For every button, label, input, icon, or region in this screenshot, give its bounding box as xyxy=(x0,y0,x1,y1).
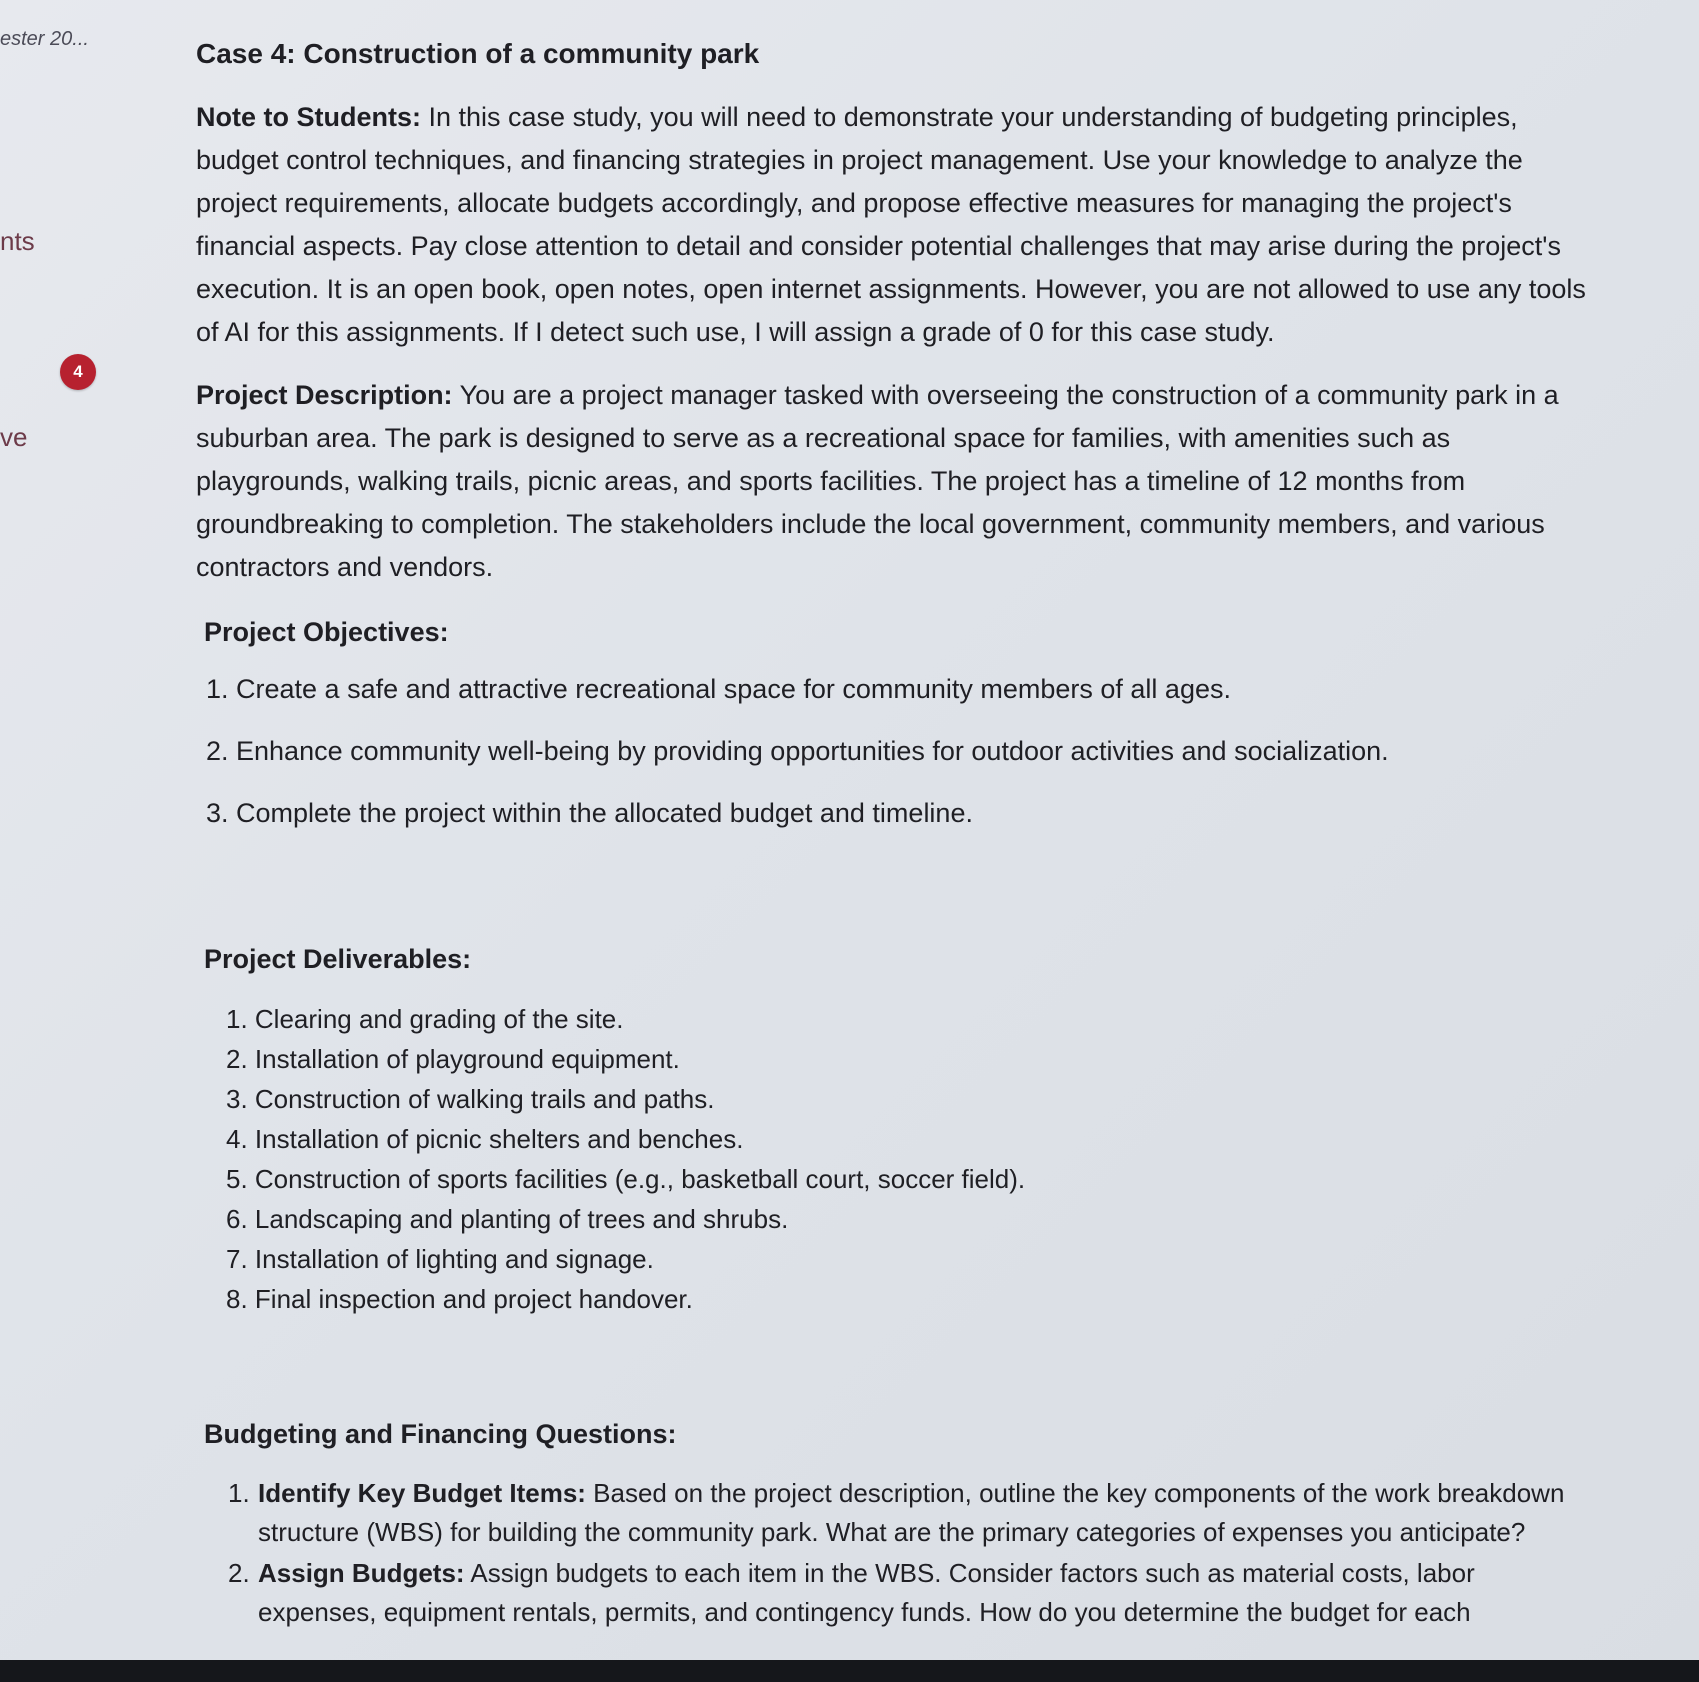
description-label: Project Description: xyxy=(196,380,453,410)
questions-heading: Budgeting and Financing Questions: xyxy=(204,1419,677,1449)
list-item: 5. Construction of sports facilities (e.g., basketball court, soccer field). xyxy=(226,1164,1026,1194)
list-item: 2. Installation of playground equipment. xyxy=(226,1044,680,1074)
objectives-list xyxy=(196,672,1596,830)
question-label: Identify Key Budget Items: xyxy=(258,1478,586,1508)
sidebar-item-archive[interactable]: ve xyxy=(0,422,28,452)
sidebar-item-assignments[interactable]: nts xyxy=(0,226,35,256)
course-title-link[interactable]: ester 20... xyxy=(0,28,89,50)
list-item: 2. Enhance community well-being by providing opportunities for outdoor activities and socialization. xyxy=(206,736,1389,766)
list-item: 7. Installation of lighting and signage. xyxy=(226,1244,654,1274)
question-text: Assign budgets to each item in the WBS. Consider factors such as material costs, labor expenses, equipment rentals, permits, and contingency funds. How do you determine the budget for each xyxy=(258,1558,1475,1627)
notification-badge: 4 xyxy=(60,354,96,390)
note-text: In this case study, you will need to demonstrate your understanding of budgeting principles, budget control techniques, and financing strategies in project management. Use your knowledge to analyze the project requirements, allocate budgets accordingly, and propose effective measures for managing the project's financial aspects. Pay close attention to detail and consider potential challenges that may arise during the project's execution. It is an open book, open notes, open internet assignments. However, you are not allowed to use any tools of AI for this assignments. If I detect such use, I will assign a grade of 0 for this case study. xyxy=(196,102,1586,347)
question-number: 2. xyxy=(228,1558,250,1588)
note-label: Note to Students: xyxy=(196,102,421,132)
course-sidebar xyxy=(0,0,140,1660)
list-item: 3. Construction of walking trails and paths. xyxy=(226,1084,715,1114)
list-item: 3. Complete the project within the allocated budget and timeline. xyxy=(206,798,973,828)
assignment-content xyxy=(196,38,1596,1634)
list-item: 8. Final inspection and project handover. xyxy=(226,1284,693,1314)
question-item xyxy=(228,1474,1596,1552)
question-label: Assign Budgets: xyxy=(258,1558,465,1588)
objectives-heading: Project Objectives: xyxy=(204,617,449,647)
list-item: 1. Create a safe and attractive recreational space for community members of all ages. xyxy=(206,674,1231,704)
question-item xyxy=(228,1554,1596,1632)
list-item: 6. Landscaping and planting of trees and shrubs. xyxy=(226,1204,789,1234)
page-title: Case 4: Construction of a community park xyxy=(196,38,760,69)
question-number: 1. xyxy=(228,1478,250,1508)
deliverables-list xyxy=(226,999,1596,1319)
list-item: 1. Clearing and grading of the site. xyxy=(226,1004,624,1034)
note-to-students xyxy=(196,96,1596,354)
screen-bezel xyxy=(0,1660,1699,1682)
description-text: You are a project manager tasked with overseeing the construction of a community park in a suburban area. The park is designed to serve as a recreational space for families, with amenities such as playgrounds, walking trails, picnic areas, and sports facilities. The project has a timeline of 12 months from groundbreaking to completion. The stakeholders include the local government, community members, and various contractors and vendors. xyxy=(196,380,1559,582)
project-description xyxy=(196,374,1596,589)
question-text: Based on the project description, outline the key components of the work breakdown structure (WBS) for building the community park. What are the primary categories of expenses you anticipate? xyxy=(258,1478,1565,1547)
questions-list xyxy=(228,1474,1596,1632)
deliverables-heading: Project Deliverables: xyxy=(204,944,472,974)
list-item: 4. Installation of picnic shelters and benches. xyxy=(226,1124,744,1154)
